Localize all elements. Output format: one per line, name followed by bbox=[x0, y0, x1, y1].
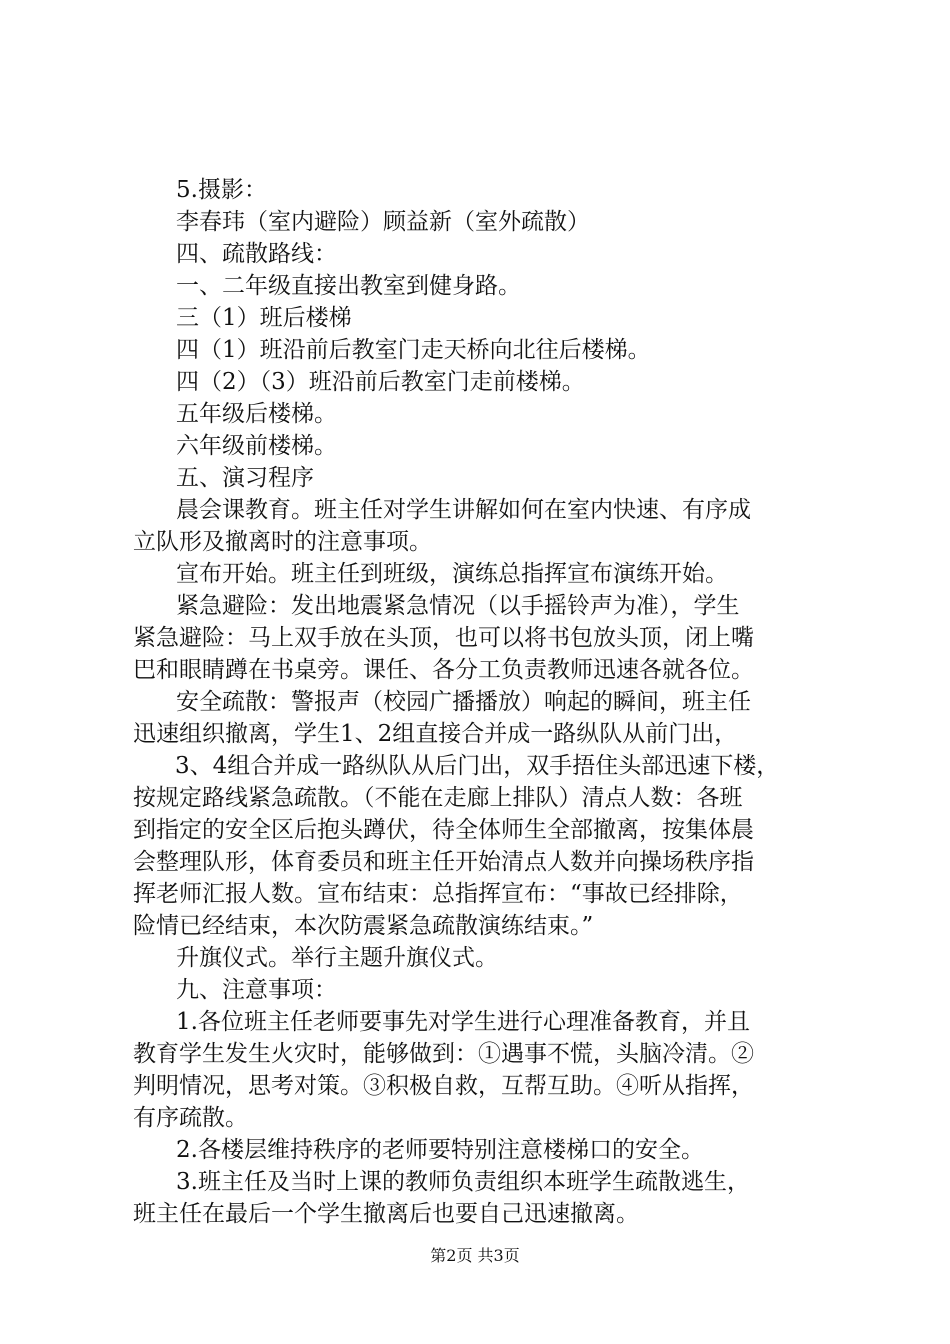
page-footer: 第2页 共3页 bbox=[430, 1246, 520, 1265]
text-line: 班主任在最后一个学生撤离后也要自己迅速撤离。 bbox=[133, 1201, 639, 1227]
text-line: 按规定路线紧急疏散。（不能在走廊上排队）清点人数：各班 bbox=[133, 785, 743, 811]
text-line: 3.班主任及当时上课的教师负责组织本班学生疏散逃生， bbox=[176, 1169, 750, 1195]
text-line: 教育学生发生火灾时，能够做到：①遇事不慌，头脑冷清。② bbox=[133, 1041, 754, 1067]
text-line: 三（1）班后楼梯 bbox=[176, 305, 352, 331]
section-heading: 五、演习程序 bbox=[176, 465, 314, 491]
text-line: 会整理队形，体育委员和班主任开始清点人数并向操场秩序指 bbox=[133, 849, 754, 875]
text-line: 5.摄影： bbox=[176, 177, 267, 203]
text-line: 五年级后楼梯。 bbox=[176, 401, 337, 427]
text-line: 挥老师汇报人数。宣布结束：总指挥宣布：“事故已经排除， bbox=[133, 881, 743, 907]
text-line: 险情已经结束，本次防震紧急疏散演练结束。” bbox=[133, 913, 594, 939]
text-line: 迅速组织撤离，学生1、2组直接合并成一路纵队从前门出， bbox=[133, 721, 738, 747]
text-line: 紧急避险：马上双手放在头顶，也可以将书包放头顶，闭上嘴 bbox=[133, 625, 754, 651]
text-line: 宣布开始。班主任到班级，演练总指挥宣布演练开始。 bbox=[176, 561, 728, 587]
text-line: 有序疏散。 bbox=[133, 1105, 248, 1131]
text-line: 四（1）班沿前后教室门走天桥向北往后楼梯。 bbox=[176, 337, 651, 363]
document-body bbox=[0, 174, 950, 1230]
text-line: 3、4组合并成一路纵队从后门出，双手捂住头部迅速下楼， bbox=[175, 753, 780, 779]
text-line: 1.各位班主任老师要事先对学生进行心理准备教育，并且 bbox=[176, 1009, 750, 1035]
text-line: 立队形及撤离时的注意事项。 bbox=[133, 529, 432, 555]
text-line: 判明情况，思考对策。③积极自救，互帮互助。④听从指挥， bbox=[133, 1073, 754, 1099]
text-line: 2.各楼层维持秩序的老师要特别注意楼梯口的安全。 bbox=[176, 1137, 704, 1163]
text-line: 李春玮（室内避险）顾益新（室外疏散） bbox=[176, 209, 590, 235]
text-line: 一、二年级直接出教室到健身路。 bbox=[176, 273, 521, 299]
text-line: 晨会课教育。班主任对学生讲解如何在室内快速、有序成 bbox=[176, 497, 751, 523]
text-line: 升旗仪式。举行主题升旗仪式。 bbox=[176, 945, 498, 971]
text-line: 安全疏散：警报声（校园广播播放）响起的瞬间，班主任 bbox=[176, 689, 751, 715]
text-line: 到指定的安全区后抱头蹲伏，待全体师生全部撤离，按集体晨 bbox=[133, 817, 754, 843]
text-line: 六年级前楼梯。 bbox=[176, 433, 337, 459]
text-line: 四（2）（3）班沿前后教室门走前楼梯。 bbox=[176, 369, 585, 395]
text-line: 巴和眼睛蹲在书桌旁。课任、各分工负责教师迅速各就各位。 bbox=[133, 657, 754, 683]
text-line: 紧急避险：发出地震紧急情况（以手摇铃声为准），学生 bbox=[176, 593, 740, 619]
section-heading: 九、注意事项： bbox=[176, 977, 337, 1003]
section-heading: 四、疏散路线： bbox=[176, 241, 337, 267]
